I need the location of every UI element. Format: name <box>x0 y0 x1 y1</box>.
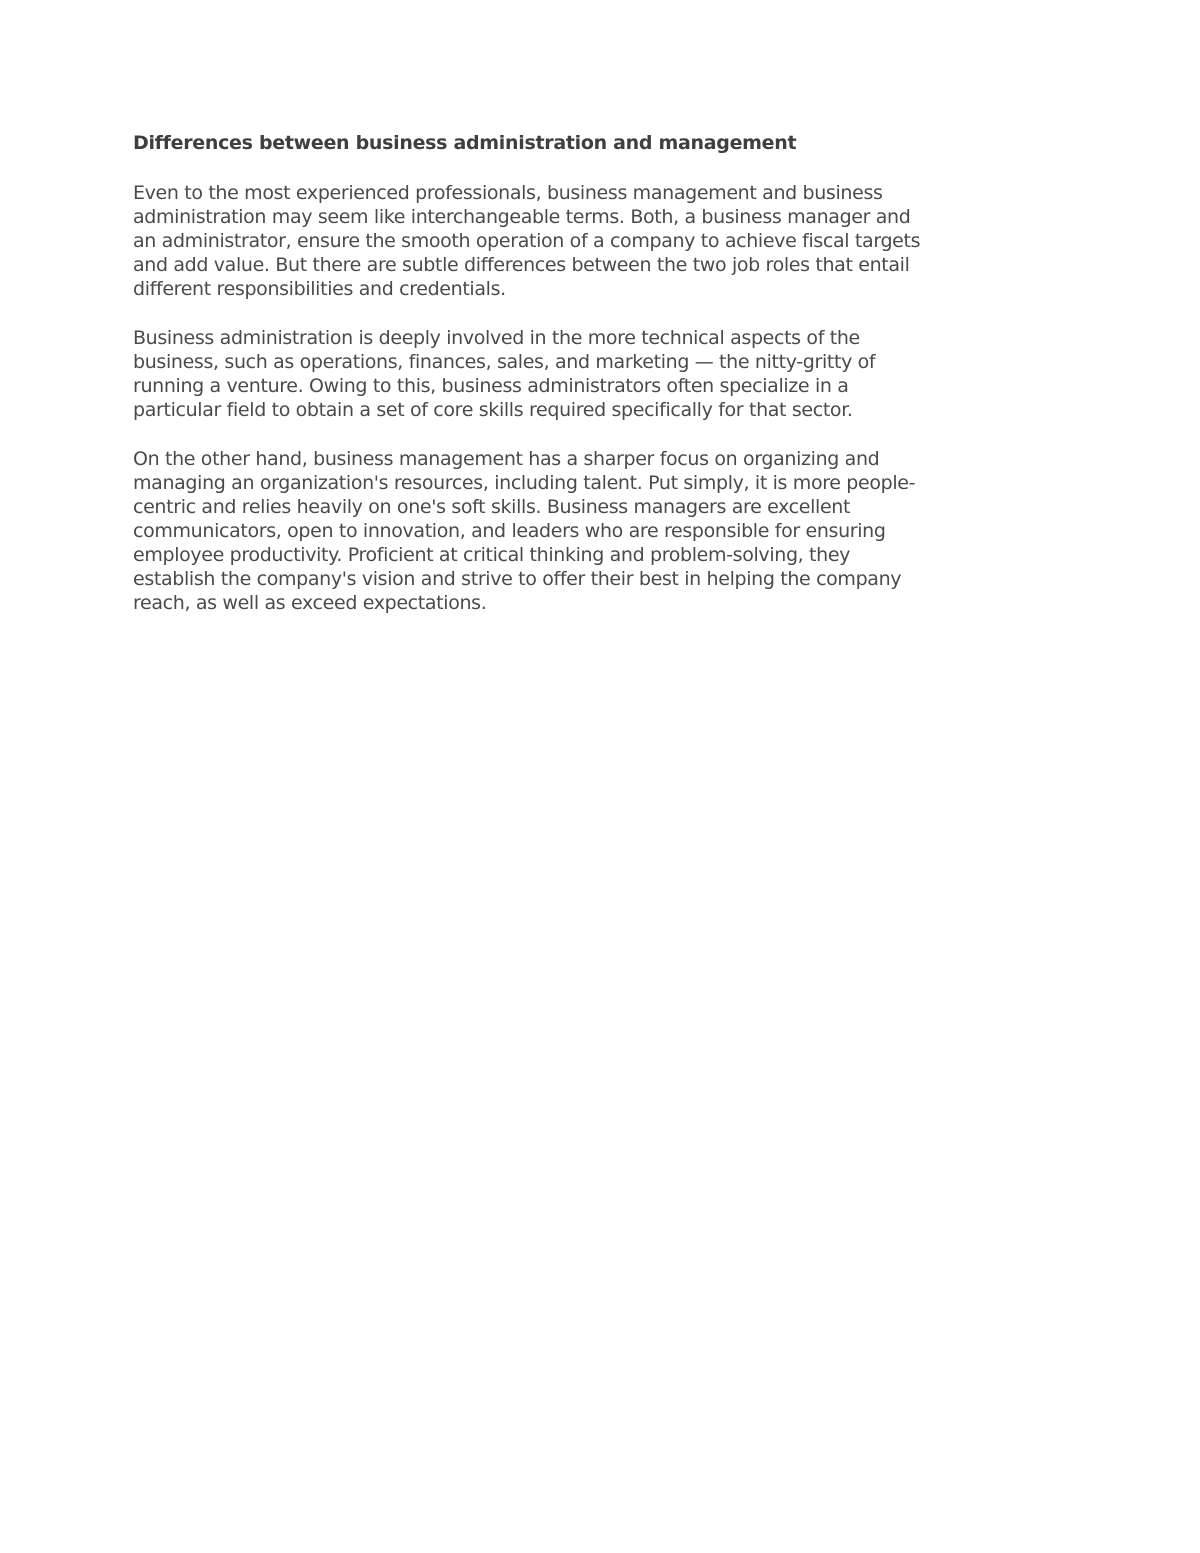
paragraph-3: On the other hand, business management has a sharper focus on organizing and managing an organization's resources, including talent. Put simply, it is more people- centric and relies heavily on one's soft skills. Business managers are excellent communicators, open to innovation, and leaders who are responsible for ensuring employee productivity. Proficient at critical thinking and problem-solving, they establish the company's vision and strive to offer their best in helping the company reach, as well as exceed expectations. <box>133 448 916 614</box>
paragraph-1: Even to the most experienced professionals, business management and business administration may seem like interchangeable terms. Both, a business manager and an administrator, ensure the smooth operation of a company to achieve fiscal targets and add value. But there are subtle differences between the two job roles that entail different responsibilities and credentials. <box>133 182 921 300</box>
paragraph-2: Business administration is deeply involved in the more technical aspects of the business, such as operations, finances, sales, and marketing — the nitty-gritty of running a venture. Owing to this, business administrators often specialize in a particular field to obtain a set of core skills required specifically for that sector. <box>133 327 876 421</box>
document-content <box>133 130 973 640</box>
document-title: Differences between business administration and management <box>133 132 797 154</box>
